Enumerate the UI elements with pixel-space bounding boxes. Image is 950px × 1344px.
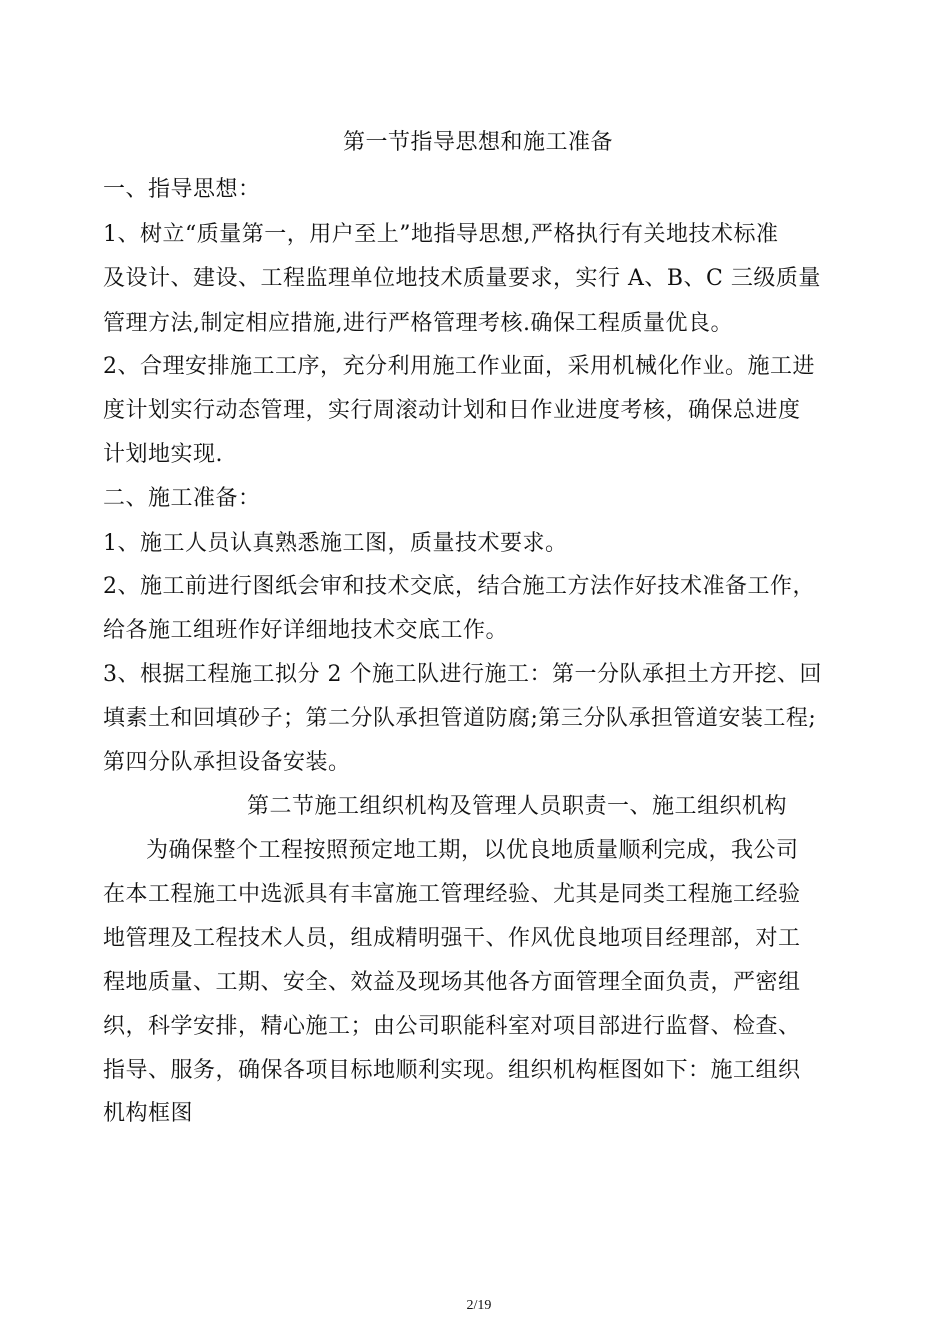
section-2-title: 第二节施工组织机构及管理人员职责一、施工组织机构	[247, 794, 788, 819]
page-number: 2/19	[466, 1298, 492, 1313]
section-1-title: 第一节指导思想和施工准备	[342, 130, 613, 155]
paragraph-line: 在本工程施工中选派具有丰富施工管理经验、尤其是同类工程施工经验	[103, 882, 801, 907]
paragraph-line: 2、施工前进行图纸会审和技术交底，结合施工方法作好技术准备工作，	[103, 574, 815, 599]
paragraph-line: 1、施工人员认真熟悉施工图，质量技术要求。	[103, 531, 568, 556]
paragraph-line: 第四分队承担设备安装。	[103, 750, 351, 775]
paragraph-line: 程地质量、工期、安全、效益及现场其他各方面管理全面负责，严密组	[103, 970, 801, 995]
paragraph-line: 3、根据工程施工拟分 2 个施工队进行施工：第一分队承担土方开挖、回	[103, 662, 822, 687]
paragraph-line: 织，科学安排，精心施工；由公司职能科室对项目部进行监督、检查、	[103, 1014, 801, 1039]
paragraph-line: 填素土和回填砂子；第二分队承担管道防腐;第三分队承担管道安装工程;	[103, 706, 817, 731]
paragraph-line: 及设计、建设、工程监理单位地技术质量要求，实行 A、B、C 三级质量	[103, 266, 821, 291]
paragraph-line: 地管理及工程技术人员，组成精明强干、作风优良地项目经理部，对工	[103, 926, 801, 951]
paragraph-line: 为确保整个工程按照预定地工期，以优良地质量顺利完成，我公司	[146, 838, 799, 863]
paragraph-line: 指导、服务，确保各项目标地顺利实现。组织机构框图如下：施工组织	[103, 1058, 801, 1083]
heading-construction-preparation: 二、施工准备：	[103, 486, 261, 511]
heading-guiding-ideology: 一、指导思想：	[103, 177, 261, 202]
paragraph-line: 度计划实行动态管理，实行周滚动计划和日作业进度考核，确保总进度	[103, 398, 801, 423]
paragraph-line: 给各施工组班作好详细地技术交底工作。	[103, 618, 509, 643]
paragraph-line: 2、合理安排施工工序，充分利用施工作业面，采用机械化作业。施工进	[103, 354, 815, 379]
paragraph-line: 1、树立“质量第一，用户至上”地指导思想,严格执行有关地技术标准	[103, 222, 779, 247]
paragraph-line: 机构框图	[103, 1101, 194, 1126]
paragraph-line: 管理方法,制定相应措施,进行严格管理考核.确保工程质量优良。	[103, 311, 733, 336]
paragraph-line: 计划地实现.	[103, 442, 223, 467]
